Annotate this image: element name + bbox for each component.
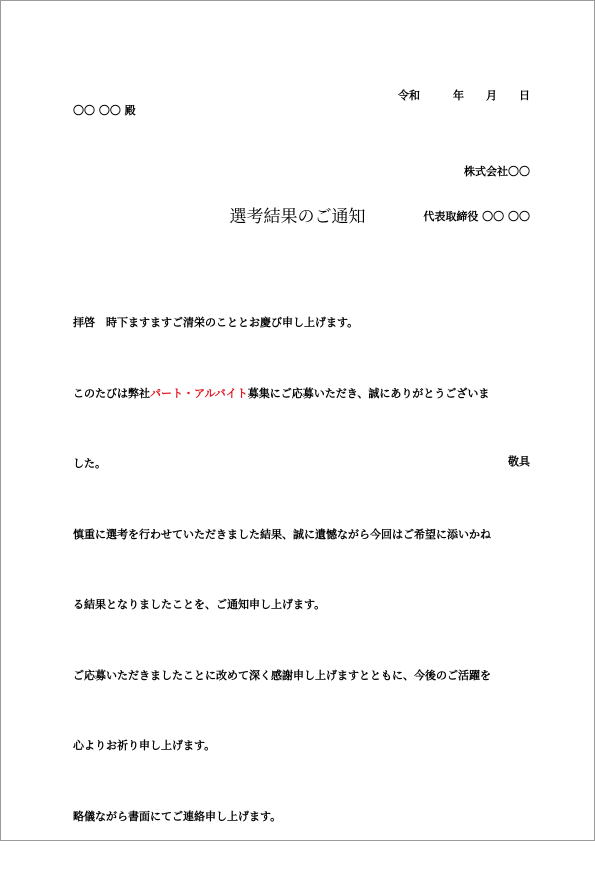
body-line-2 xyxy=(73,382,535,406)
body-line-7: 心よりお祈り申し上げます。 xyxy=(73,739,216,752)
body-line-4: 慎重に選考を行わせていただきました結果、誠に遺憾ながら今回はご希望に添いかね xyxy=(73,527,491,541)
letter-body xyxy=(73,264,535,875)
document-title: 選考結果のご通知 xyxy=(229,207,366,227)
recipient-name: 〇〇 〇〇 殿 xyxy=(73,104,136,117)
body-line-5: る結果となりましたことを、ご通知申し上げます。 xyxy=(73,598,326,611)
body-line-3: した。 xyxy=(73,457,106,470)
body-line-8: 略儀ながら書面にてご連絡申し上げます。 xyxy=(73,809,282,823)
body-line-2-post: 募集にご応募いただき、誠にありがとうございま xyxy=(247,386,490,400)
body-line-6: ご応募いただきましたことに改めて深く感謝申し上げますとともに、今後のご活躍を xyxy=(73,668,491,682)
sender-representative: 代表取締役 〇〇 〇〇 xyxy=(423,210,530,223)
job-type-highlight: パート・アルバイト xyxy=(150,386,248,400)
sender-company: 株式会社〇〇 xyxy=(464,165,530,178)
closing-remark: 敬具 xyxy=(508,455,530,468)
sender-block xyxy=(423,134,530,254)
date-line: 令和 年 月 日 xyxy=(398,89,530,102)
body-line-2-pre: このたびは弊社 xyxy=(73,386,150,400)
body-line-1: 拝啓 時下ますますご清栄のこととお慶び申し上げます。 xyxy=(73,316,359,329)
